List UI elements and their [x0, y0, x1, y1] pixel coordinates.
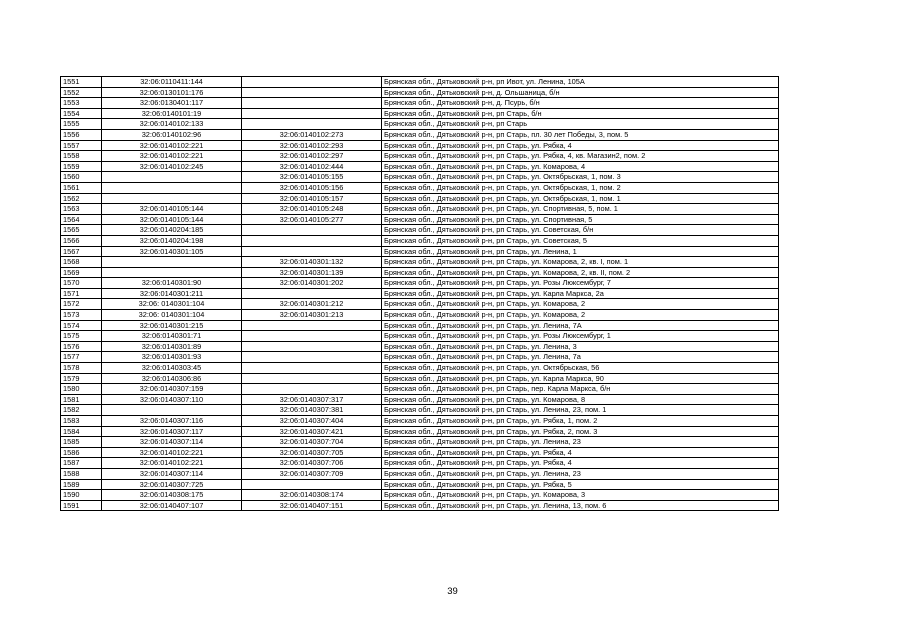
row-number-cell: 1582 [61, 405, 102, 416]
row-number-cell: 1562 [61, 193, 102, 204]
address-cell: Брянская обл., Дятьковский р-н, рп Старь, ул. Комарова, 2, кв. II, пом. 2 [382, 267, 779, 278]
table-row [61, 299, 779, 310]
cadastral-number-cell: 32:06:0140307:117 [102, 426, 242, 437]
cadastral-number-cell: 32:06:0140306:86 [102, 373, 242, 384]
address-cell: Брянская обл., Дятьковский р-н, рп Старь, ул. Комарова, 3 [382, 490, 779, 501]
table-row [61, 161, 779, 172]
cadastral-number-cell [102, 182, 242, 193]
cadastral-number-cell [102, 405, 242, 416]
address-cell: Брянская обл., Дятьковский р-н, рп Старь, ул. Рябка, 5 [382, 479, 779, 490]
address-cell: Брянская обл., Дятьковский р-н, рп Старь, ул. Рябка, 4 [382, 447, 779, 458]
object-cadastral-number-cell: 32:06:0140301:212 [242, 299, 382, 310]
cadastral-number-cell: 32:06:0140301:71 [102, 331, 242, 342]
address-cell: Брянская обл., Дятьковский р-н, рп Старь, ул. Рябка, 1, пом. 2 [382, 416, 779, 427]
object-cadastral-number-cell: 32:06:0140301:202 [242, 278, 382, 289]
row-number-cell: 1570 [61, 278, 102, 289]
address-cell: Брянская обл., Дятьковский р-н, рп Старь, ул. Карла Маркса, 2а [382, 288, 779, 299]
address-cell: Брянская обл., Дятьковский р-н, рп Старь, ул. Комарова, 2 [382, 299, 779, 310]
cadastral-number-cell: 32:06:0140102:221 [102, 458, 242, 469]
cadastral-number-cell [102, 257, 242, 268]
cadastral-number-cell: 32:06:0140105:144 [102, 214, 242, 225]
object-cadastral-number-cell: 32:06:0140105:248 [242, 204, 382, 215]
table-row [61, 416, 779, 427]
row-number-cell: 1568 [61, 257, 102, 268]
cadastral-number-cell: 32:06:0140102:133 [102, 119, 242, 130]
object-cadastral-number-cell: 32:06:0140105:156 [242, 182, 382, 193]
table-row [61, 479, 779, 490]
row-number-cell: 1558 [61, 151, 102, 162]
registry-table-body [61, 77, 779, 511]
row-number-cell: 1589 [61, 479, 102, 490]
table-row [61, 352, 779, 363]
table-row [61, 204, 779, 215]
cadastral-number-cell: 32:06:0140407:107 [102, 500, 242, 511]
object-cadastral-number-cell: 32:06:0140301:132 [242, 257, 382, 268]
address-cell: Брянская обл., Дятьковский р-н, рп Старь, пер. Карла Маркса, б/н [382, 384, 779, 395]
cadastral-number-cell: 32:06:0140102:221 [102, 447, 242, 458]
table-row [61, 267, 779, 278]
address-cell: Брянская обл., Дятьковский р-н, рп Старь, ул. Комарова, 4 [382, 161, 779, 172]
table-row [61, 98, 779, 109]
table-row [61, 384, 779, 395]
table-row [61, 426, 779, 437]
row-number-cell: 1561 [61, 182, 102, 193]
address-cell: Брянская обл., Дятьковский р-н, д. Псурь, б/н [382, 98, 779, 109]
object-cadastral-number-cell: 32:06:0140307:706 [242, 458, 382, 469]
row-number-cell: 1574 [61, 320, 102, 331]
row-number-cell: 1586 [61, 447, 102, 458]
address-cell: Брянская обл., Дятьковский р-н, рп Старь, ул. Спортивная, 5, пом. 1 [382, 204, 779, 215]
object-cadastral-number-cell [242, 479, 382, 490]
row-number-cell: 1569 [61, 267, 102, 278]
row-number-cell: 1587 [61, 458, 102, 469]
cadastral-number-cell [102, 193, 242, 204]
table-row [61, 77, 779, 88]
row-number-cell: 1583 [61, 416, 102, 427]
address-cell: Брянская обл., Дятьковский р-н, рп Старь, пл. 30 лет Победы, 3, пом. 5 [382, 129, 779, 140]
row-number-cell: 1551 [61, 77, 102, 88]
object-cadastral-number-cell [242, 341, 382, 352]
table-row [61, 468, 779, 479]
table-row [61, 341, 779, 352]
table-row [61, 235, 779, 246]
row-number-cell: 1578 [61, 363, 102, 374]
cadastral-number-cell: 32:06:0140301:211 [102, 288, 242, 299]
table-row [61, 214, 779, 225]
object-cadastral-number-cell: 32:06:0140301:213 [242, 310, 382, 321]
cadastral-number-cell: 32:06:0140102:221 [102, 151, 242, 162]
object-cadastral-number-cell [242, 352, 382, 363]
table-row [61, 257, 779, 268]
cadastral-number-cell: 32:06:0140102:245 [102, 161, 242, 172]
cadastral-number-cell: 32:06:0140204:198 [102, 235, 242, 246]
row-number-cell: 1573 [61, 310, 102, 321]
cadastral-number-cell: 32:06:0140102:221 [102, 140, 242, 151]
table-row [61, 320, 779, 331]
object-cadastral-number-cell: 32:06:0140105:157 [242, 193, 382, 204]
address-cell: Брянская обл., Дятьковский р-н, рп Старь, ул. Карла Маркса, 90 [382, 373, 779, 384]
row-number-cell: 1572 [61, 299, 102, 310]
row-number-cell: 1581 [61, 394, 102, 405]
cadastral-number-cell: 32:06:0140308:175 [102, 490, 242, 501]
address-cell: Брянская обл., Дятьковский р-н, рп Старь, ул. Спортивная, 5 [382, 214, 779, 225]
object-cadastral-number-cell [242, 363, 382, 374]
cadastral-number-cell [102, 267, 242, 278]
cadastral-number-cell: 32:06:0140105:144 [102, 204, 242, 215]
table-row [61, 363, 779, 374]
object-cadastral-number-cell: 32:06:0140307:381 [242, 405, 382, 416]
object-cadastral-number-cell [242, 320, 382, 331]
table-row [61, 437, 779, 448]
object-cadastral-number-cell: 32:06:0140307:317 [242, 394, 382, 405]
row-number-cell: 1555 [61, 119, 102, 130]
address-cell: Брянская обл., Дятьковский р-н, рп Старь, ул. Советская, 5 [382, 235, 779, 246]
cadastral-number-cell: 32:06:0140102:96 [102, 129, 242, 140]
table-row [61, 288, 779, 299]
row-number-cell: 1580 [61, 384, 102, 395]
row-number-cell: 1575 [61, 331, 102, 342]
row-number-cell: 1557 [61, 140, 102, 151]
row-number-cell: 1564 [61, 214, 102, 225]
table-row [61, 373, 779, 384]
object-cadastral-number-cell [242, 288, 382, 299]
row-number-cell: 1566 [61, 235, 102, 246]
table-row [61, 447, 779, 458]
cadastral-number-cell: 32:06:0140301:105 [102, 246, 242, 257]
object-cadastral-number-cell: 32:06:0140105:155 [242, 172, 382, 183]
object-cadastral-number-cell [242, 331, 382, 342]
address-cell: Брянская обл., Дятьковский р-н, рп Старь [382, 119, 779, 130]
row-number-cell: 1579 [61, 373, 102, 384]
address-cell: Брянская обл., Дятьковский р-н, рп Старь, ул. Комарова, 2, кв. I, пом. 1 [382, 257, 779, 268]
table-row [61, 87, 779, 98]
row-number-cell: 1571 [61, 288, 102, 299]
address-cell: Брянская обл., Дятьковский р-н, рп Старь, ул. Ленина, 23 [382, 437, 779, 448]
table-row [61, 182, 779, 193]
cadastral-number-cell: 32:06:0140307:159 [102, 384, 242, 395]
address-cell: Брянская обл., Дятьковский р-н, рп Старь, ул. Октябрьская, 1, пом. 2 [382, 182, 779, 193]
object-cadastral-number-cell: 32:06:0140307:705 [242, 447, 382, 458]
cadastral-number-cell: 32:06:0130101:176 [102, 87, 242, 98]
cadastral-number-cell: 32:06:0140101:19 [102, 108, 242, 119]
address-cell: Брянская обл., Дятьковский р-н, рп Старь, ул. Ленина, 7а [382, 352, 779, 363]
table-row [61, 119, 779, 130]
table-row [61, 331, 779, 342]
object-cadastral-number-cell [242, 119, 382, 130]
table-row [61, 193, 779, 204]
object-cadastral-number-cell [242, 373, 382, 384]
cadastral-number-cell: 32:06:0140301:93 [102, 352, 242, 363]
registry-table [60, 76, 779, 511]
row-number-cell: 1590 [61, 490, 102, 501]
cadastral-number-cell: 32:06:0110411:144 [102, 77, 242, 88]
cadastral-number-cell: 32:06:0140303:45 [102, 363, 242, 374]
object-cadastral-number-cell: 32:06:0140307:704 [242, 437, 382, 448]
object-cadastral-number-cell: 32:06:0140307:404 [242, 416, 382, 427]
address-cell: Брянская обл., Дятьковский р-н, рп Старь, ул. Ленина, 23, пом. 1 [382, 405, 779, 416]
object-cadastral-number-cell: 32:06:0140308:174 [242, 490, 382, 501]
table-row [61, 278, 779, 289]
address-cell: Брянская обл., Дятьковский р-н, рп Старь, ул. Советская, б/н [382, 225, 779, 236]
table-row [61, 108, 779, 119]
object-cadastral-number-cell: 32:06:0140307:709 [242, 468, 382, 479]
object-cadastral-number-cell [242, 246, 382, 257]
row-number-cell: 1588 [61, 468, 102, 479]
row-number-cell: 1585 [61, 437, 102, 448]
address-cell: Брянская обл., Дятьковский р-н, рп Старь, ул. Розы Люксембург, 7 [382, 278, 779, 289]
row-number-cell: 1559 [61, 161, 102, 172]
table-row [61, 246, 779, 257]
table-row [61, 140, 779, 151]
table-row [61, 310, 779, 321]
object-cadastral-number-cell [242, 108, 382, 119]
document-page [60, 76, 758, 511]
object-cadastral-number-cell [242, 87, 382, 98]
object-cadastral-number-cell: 32:06:0140102:293 [242, 140, 382, 151]
address-cell: Брянская обл., Дятьковский р-н, рп Старь, ул. Розы Люксембург, 1 [382, 331, 779, 342]
address-cell: Брянская обл., Дятьковский р-н, рп Старь, ул. Ленина, 23 [382, 468, 779, 479]
cadastral-number-cell: 32:06:0140301:215 [102, 320, 242, 331]
row-number-cell: 1577 [61, 352, 102, 363]
row-number-cell: 1553 [61, 98, 102, 109]
address-cell: Брянская обл., Дятьковский р-н, рп Старь, б/н [382, 108, 779, 119]
address-cell: Брянская обл., Дятьковский р-н, рп Старь, ул. Октябрьская, 1, пом. 1 [382, 193, 779, 204]
object-cadastral-number-cell: 32:06:0140301:139 [242, 267, 382, 278]
table-row [61, 172, 779, 183]
cadastral-number-cell: 32:06: 0140301:104 [102, 310, 242, 321]
object-cadastral-number-cell: 32:06:0140407:151 [242, 500, 382, 511]
address-cell: Брянская обл., Дятьковский р-н, рп Старь, ул. Ленина, 3 [382, 341, 779, 352]
object-cadastral-number-cell: 32:06:0140102:273 [242, 129, 382, 140]
row-number-cell: 1563 [61, 204, 102, 215]
object-cadastral-number-cell [242, 384, 382, 395]
address-cell: Брянская обл., Дятьковский р-н, рп Старь, ул. Октябрьская, 1, пом. 3 [382, 172, 779, 183]
table-row [61, 500, 779, 511]
table-row [61, 151, 779, 162]
table-row [61, 405, 779, 416]
object-cadastral-number-cell [242, 235, 382, 246]
table-row [61, 458, 779, 469]
address-cell: Брянская обл., Дятьковский р-н, рп Старь, ул. Рябка, 2, пом. 3 [382, 426, 779, 437]
address-cell: Брянская обл., Дятьковский р-н, рп Старь, ул. Октябрьская, 56 [382, 363, 779, 374]
address-cell: Брянская обл., Дятьковский р-н, рп Старь, ул. Рябка, 4, кв. Магазин2, пом. 2 [382, 151, 779, 162]
address-cell: Брянская обл., Дятьковский р-н, рп Старь, ул. Ленина, 1 [382, 246, 779, 257]
address-cell: Брянская обл., Дятьковский р-н, рп Старь, ул. Ленина, 13, пом. 6 [382, 500, 779, 511]
address-cell: Брянская обл., Дятьковский р-н, рп Старь, ул. Ленина, 7А [382, 320, 779, 331]
row-number-cell: 1560 [61, 172, 102, 183]
table-row [61, 394, 779, 405]
address-cell: Брянская обл., Дятьковский р-н, рп Старь, ул. Комарова, 8 [382, 394, 779, 405]
row-number-cell: 1567 [61, 246, 102, 257]
cadastral-number-cell: 32:06:0140301:90 [102, 278, 242, 289]
row-number-cell: 1556 [61, 129, 102, 140]
address-cell: Брянская обл., Дятьковский р-н, рп Старь, ул. Рябка, 4 [382, 458, 779, 469]
row-number-cell: 1576 [61, 341, 102, 352]
address-cell: Брянская обл., Дятьковский р-н, рп Ивот, ул. Ленина, 105А [382, 77, 779, 88]
cadastral-number-cell: 32:06:0140307:114 [102, 468, 242, 479]
cadastral-number-cell: 32:06:0140307:116 [102, 416, 242, 427]
address-cell: Брянская обл., Дятьковский р-н, рп Старь, ул. Комарова, 2 [382, 310, 779, 321]
cadastral-number-cell: 32:06: 0140301:104 [102, 299, 242, 310]
table-row [61, 225, 779, 236]
cadastral-number-cell: 32:06:0140204:185 [102, 225, 242, 236]
object-cadastral-number-cell: 32:06:0140307:421 [242, 426, 382, 437]
row-number-cell: 1584 [61, 426, 102, 437]
table-row [61, 490, 779, 501]
row-number-cell: 1565 [61, 225, 102, 236]
cadastral-number-cell: 32:06:0130401:117 [102, 98, 242, 109]
object-cadastral-number-cell: 32:06:0140102:297 [242, 151, 382, 162]
object-cadastral-number-cell: 32:06:0140102:444 [242, 161, 382, 172]
object-cadastral-number-cell [242, 98, 382, 109]
cadastral-number-cell: 32:06:0140301:89 [102, 341, 242, 352]
object-cadastral-number-cell: 32:06:0140105:277 [242, 214, 382, 225]
address-cell: Брянская обл., Дятьковский р-н, д. Ольшаница, б/н [382, 87, 779, 98]
object-cadastral-number-cell [242, 77, 382, 88]
cadastral-number-cell: 32:06:0140307:725 [102, 479, 242, 490]
address-cell: Брянская обл., Дятьковский р-н, рп Старь, ул. Рябка, 4 [382, 140, 779, 151]
row-number-cell: 1554 [61, 108, 102, 119]
object-cadastral-number-cell [242, 225, 382, 236]
page-number: 39 [447, 586, 458, 597]
row-number-cell: 1552 [61, 87, 102, 98]
cadastral-number-cell: 32:06:0140307:114 [102, 437, 242, 448]
table-row [61, 129, 779, 140]
cadastral-number-cell: 32:06:0140307:110 [102, 394, 242, 405]
row-number-cell: 1591 [61, 500, 102, 511]
cadastral-number-cell [102, 172, 242, 183]
